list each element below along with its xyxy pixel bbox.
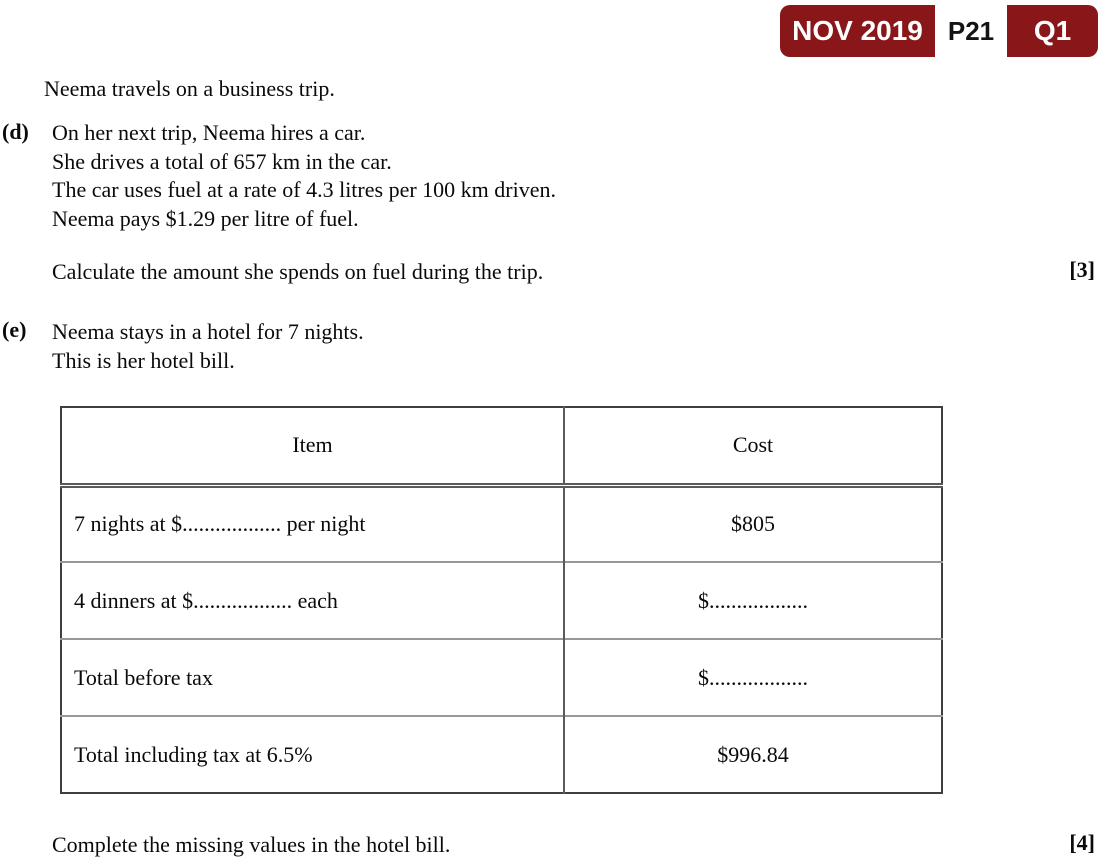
part-e-marks: [4] xyxy=(1069,830,1095,855)
cost-cell-dinners: $.................. xyxy=(564,562,942,639)
item-cell-total-before-tax: Total before tax xyxy=(61,639,564,716)
item-cell-nights: 7 nights at $.................. per night xyxy=(61,485,564,562)
badge-question-label: Q1 xyxy=(1033,15,1072,46)
part-d-line-1: On her next trip, Neema hires a car. xyxy=(52,120,366,145)
table-header-cost: Cost xyxy=(564,407,942,485)
part-e-task: Complete the missing values in the hotel bill. xyxy=(52,832,451,857)
table-row xyxy=(61,639,942,716)
exam-reference-badge xyxy=(780,5,1098,57)
part-d-line-3: The car uses fuel at a rate of 4.3 litres per 100 km driven. xyxy=(52,177,556,203)
part-e-line-2: This is her hotel bill. xyxy=(52,348,235,373)
part-d-line-4: Neema pays $1.29 per litre of fuel. xyxy=(52,206,359,232)
item-cell-total-including-tax: Total including tax at 6.5% xyxy=(61,716,564,793)
table-row xyxy=(61,716,942,793)
part-d-description xyxy=(52,119,556,234)
cost-cell-total-before-tax: $.................. xyxy=(564,639,942,716)
cost-cell-nights: $805 xyxy=(731,511,775,537)
part-d-marks: [3] xyxy=(1069,257,1095,282)
table-header-item: Item xyxy=(61,407,564,485)
part-d-line-2: She drives a total of 657 km in the car. xyxy=(52,148,392,174)
part-e-label: (e) xyxy=(2,317,27,342)
hotel-bill-table xyxy=(60,406,943,794)
table-row xyxy=(61,485,942,562)
badge-session-label: NOV 2019 xyxy=(792,15,923,46)
table-header-row xyxy=(61,407,942,485)
intro-text: Neema travels on a business trip. xyxy=(44,76,335,101)
table-row xyxy=(61,562,942,639)
cost-cell-total-including-tax: $996.84 xyxy=(564,716,942,793)
part-d-task: Calculate the amount she spends on fuel during the trip. xyxy=(52,259,544,284)
part-d-label: (d) xyxy=(2,119,29,144)
item-cell-dinners: 4 dinners at $.................. each xyxy=(61,562,564,639)
badge-paper-label: P21 xyxy=(935,5,1007,57)
part-e-line-1: Neema stays in a hotel for 7 nights. xyxy=(52,319,364,344)
part-e-description xyxy=(52,317,364,375)
